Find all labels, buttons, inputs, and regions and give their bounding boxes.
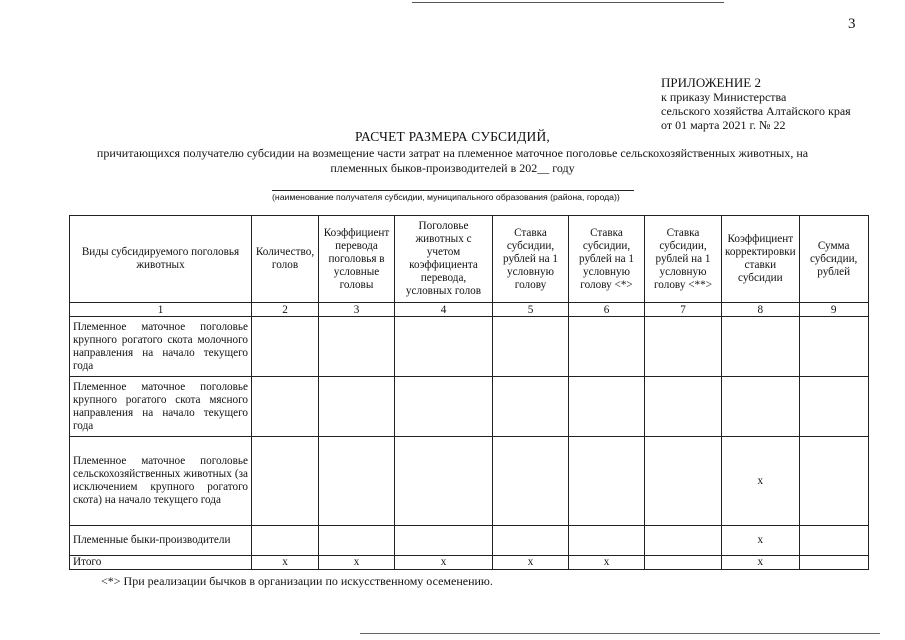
table-cell: x	[493, 556, 569, 570]
table-cell	[645, 556, 722, 570]
table-cell	[395, 317, 493, 377]
total-row	[70, 556, 869, 570]
column-number: 4	[395, 303, 493, 317]
table-cell	[395, 437, 493, 526]
table-cell	[722, 377, 800, 437]
table-cell	[569, 377, 645, 437]
table-cell	[799, 526, 868, 556]
recipient-fill-line	[272, 190, 634, 191]
table-cell: x	[569, 556, 645, 570]
table-cell	[395, 377, 493, 437]
table-row	[70, 526, 869, 556]
table-cell	[645, 317, 722, 377]
table-cell: x	[319, 556, 395, 570]
column-number: 6	[569, 303, 645, 317]
column-number: 1	[70, 303, 252, 317]
table-cell	[493, 377, 569, 437]
table-cell	[799, 377, 868, 437]
table-cell: x	[252, 556, 319, 570]
table-cell	[319, 377, 395, 437]
appendix-line-3: от 01 марта 2021 г. № 22	[661, 118, 786, 132]
table-cell	[252, 437, 319, 526]
appendix-line-1: к приказу Министерства	[661, 90, 787, 104]
table-cell	[493, 526, 569, 556]
row-label: Племенное маточное поголовье крупного рогатого скота мясного направления на начало текущего года	[70, 377, 252, 437]
appendix-title: ПРИЛОЖЕНИЕ 2	[661, 75, 761, 90]
table-cell	[569, 437, 645, 526]
table-cell	[319, 437, 395, 526]
top-rule	[412, 2, 724, 3]
table-cell	[645, 526, 722, 556]
table-cell: x	[722, 526, 800, 556]
page-number: 3	[848, 16, 856, 32]
table-row	[70, 377, 869, 437]
table-cell: x	[722, 556, 800, 570]
header-cell: Ставка субсидии, рублей на 1 условную голову	[493, 216, 569, 303]
row-label: Итого	[70, 556, 252, 570]
table-cell	[799, 437, 868, 526]
header-cell: Виды субсидируемого поголовья животных	[70, 216, 252, 303]
table-cell	[645, 377, 722, 437]
table-cell	[799, 556, 868, 570]
table-row	[70, 437, 869, 526]
column-number: 8	[722, 303, 800, 317]
column-number: 9	[799, 303, 868, 317]
subtitle-line-1: причитающихся получателю субсидии на возмещение части затрат на племенное маточное поголовье сельскохозяйственных животных, на	[96, 146, 809, 160]
table-cell	[252, 377, 319, 437]
header-cell: Поголовье животных с учетом коэффициента перевода, условных голов	[395, 216, 493, 303]
table-cell	[569, 526, 645, 556]
column-number-row	[70, 303, 869, 317]
bottom-rule	[360, 633, 880, 634]
column-number: 5	[493, 303, 569, 317]
header-cell: Ставка субсидии, рублей на 1 условную голову <**>	[645, 216, 722, 303]
header-cell: Коэффициент перевода поголовья в условные головы	[319, 216, 395, 303]
column-number: 7	[645, 303, 722, 317]
row-label: Племенное маточное поголовье сельскохозяйственных животных (за исключением крупного рогатого скота) на начало текущего года	[70, 437, 252, 526]
table-cell	[569, 317, 645, 377]
table-cell	[252, 317, 319, 377]
table-cell	[319, 526, 395, 556]
table-header-row	[70, 216, 869, 303]
subsidy-table	[69, 215, 869, 570]
recipient-caption: (наименование получателя субсидии, муниципального образования (района, города))	[272, 192, 620, 202]
document-subtitle	[40, 146, 865, 176]
header-cell: Коэффициент корректировки ставки субсидии	[722, 216, 800, 303]
row-label: Племенное маточное поголовье крупного рогатого скота молочного направления на начало текущего года	[70, 317, 252, 377]
table-cell	[722, 317, 800, 377]
table-cell	[799, 317, 868, 377]
header-cell: Ставка субсидии, рублей на 1 условную голову <*>	[569, 216, 645, 303]
table-cell	[493, 437, 569, 526]
table-row	[70, 317, 869, 377]
table-cell	[645, 437, 722, 526]
appendix-line-2: сельского хозяйства Алтайского края	[661, 104, 851, 118]
table-cell: x	[722, 437, 800, 526]
table-cell	[493, 317, 569, 377]
appendix-block	[661, 75, 851, 132]
table-cell	[252, 526, 319, 556]
table-cell	[395, 526, 493, 556]
row-label: Племенные быки-производители	[70, 526, 252, 556]
document-title: РАСЧЕТ РАЗМЕРА СУБСИДИЙ,	[355, 129, 550, 144]
header-cell: Количество, голов	[252, 216, 319, 303]
subtitle-line-2: племенных быков-производителей в 202__ году	[330, 161, 575, 175]
table-cell: x	[395, 556, 493, 570]
footnote: <*> При реализации бычков в организации по искусственному осеменению.	[101, 574, 493, 588]
header-cell: Сумма субсидии, рублей	[799, 216, 868, 303]
column-number: 2	[252, 303, 319, 317]
column-number: 3	[319, 303, 395, 317]
table-cell	[319, 317, 395, 377]
